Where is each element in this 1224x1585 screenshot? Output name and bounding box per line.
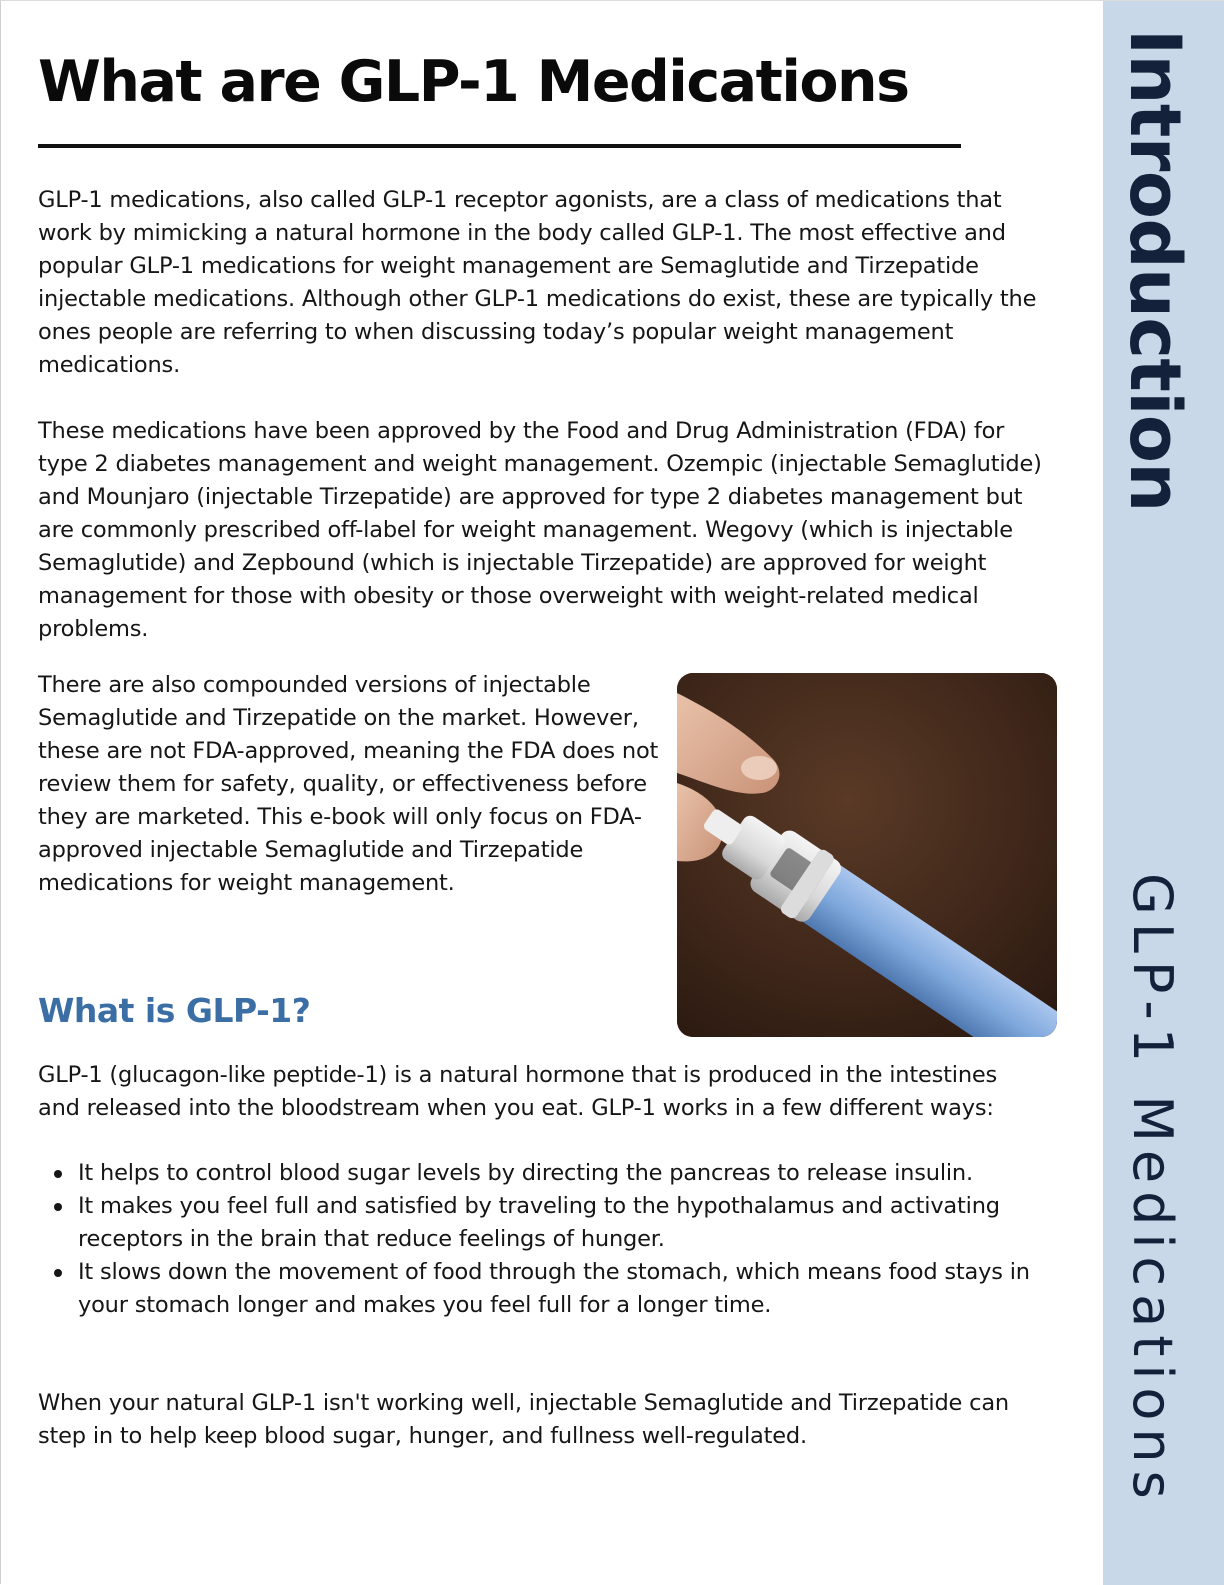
- sidebar-section-label: Introduction: [1114, 29, 1196, 512]
- paragraph-compounded: There are also compounded versions of injectable Semaglutide and Tirzepatide on the market. However, these are not FDA-approved, meaning the FDA does not review them for safety, quality, or effectiveness before they are marketed. This e-book will only focus on FDA-approved injectable Semaglutide and Tirzepatide medications for weight management.: [38, 672, 659, 896]
- paragraph-fda-approval: These medications have been approved by the Food and Drug Administration (FDA) for type 2 diabetes management and weight management. Ozempic (injectable Semaglutide) and Mounjaro (injectable Tirzepatide) are approved for type 2 diabetes management but are commonly prescribed off-label for weight management. Wegovy (which is injectable Semaglutide) and Zepbound (which is injectable Tirzepatide) are approved for weight management for those with obesity or those overweight with weight-related medical problems.: [38, 418, 1042, 642]
- paragraph-conclusion: When your natural GLP-1 isn't working well, injectable Semaglutide and Tirzepatide can step in to help keep blood sugar, hunger, and fullness well-regulated.: [38, 1390, 1009, 1449]
- list-item: It slows down the movement of food through the stomach, which means food stays in your stomach longer and makes you feel full for a longer time.: [78, 1256, 1038, 1322]
- sidebar-chapter-label: GLP-1 Medications: [1121, 873, 1184, 1507]
- title-underline: [38, 144, 961, 148]
- list-item: It makes you feel full and satisfied by traveling to the hypothalamus and activating receptors in the brain that reduce feelings of hunger.: [78, 1190, 1038, 1256]
- list-item: It helps to control blood sugar levels by directing the pancreas to release insulin.: [78, 1157, 1038, 1190]
- injection-pen-illustration: [677, 673, 1057, 1037]
- subheading-what-is-glp1: What is GLP-1?: [38, 991, 311, 1030]
- injection-pen-photo: [677, 673, 1057, 1037]
- page-title: What are GLP-1 Medications: [38, 49, 909, 115]
- paragraph-glp1-definition: GLP-1 (glucagon-like peptide-1) is a natural hormone that is produced in the intestines and released into the bloodstream when you eat. GLP-1 works in a few different ways:: [38, 1062, 998, 1121]
- paragraph-intro: GLP-1 medications, also called GLP-1 receptor agonists, are a class of medications that work by mimicking a natural hormone in the body called GLP-1. The most effective and popular GLP-1 medications for weight management are Semaglutide and Tirzepatide injectable medications. Although other GLP-1 medications do exist, these are typically the ones people are referring to when discussing today’s popular weight management medications.: [38, 187, 1037, 378]
- glp1-functions-list: [38, 1157, 1038, 1322]
